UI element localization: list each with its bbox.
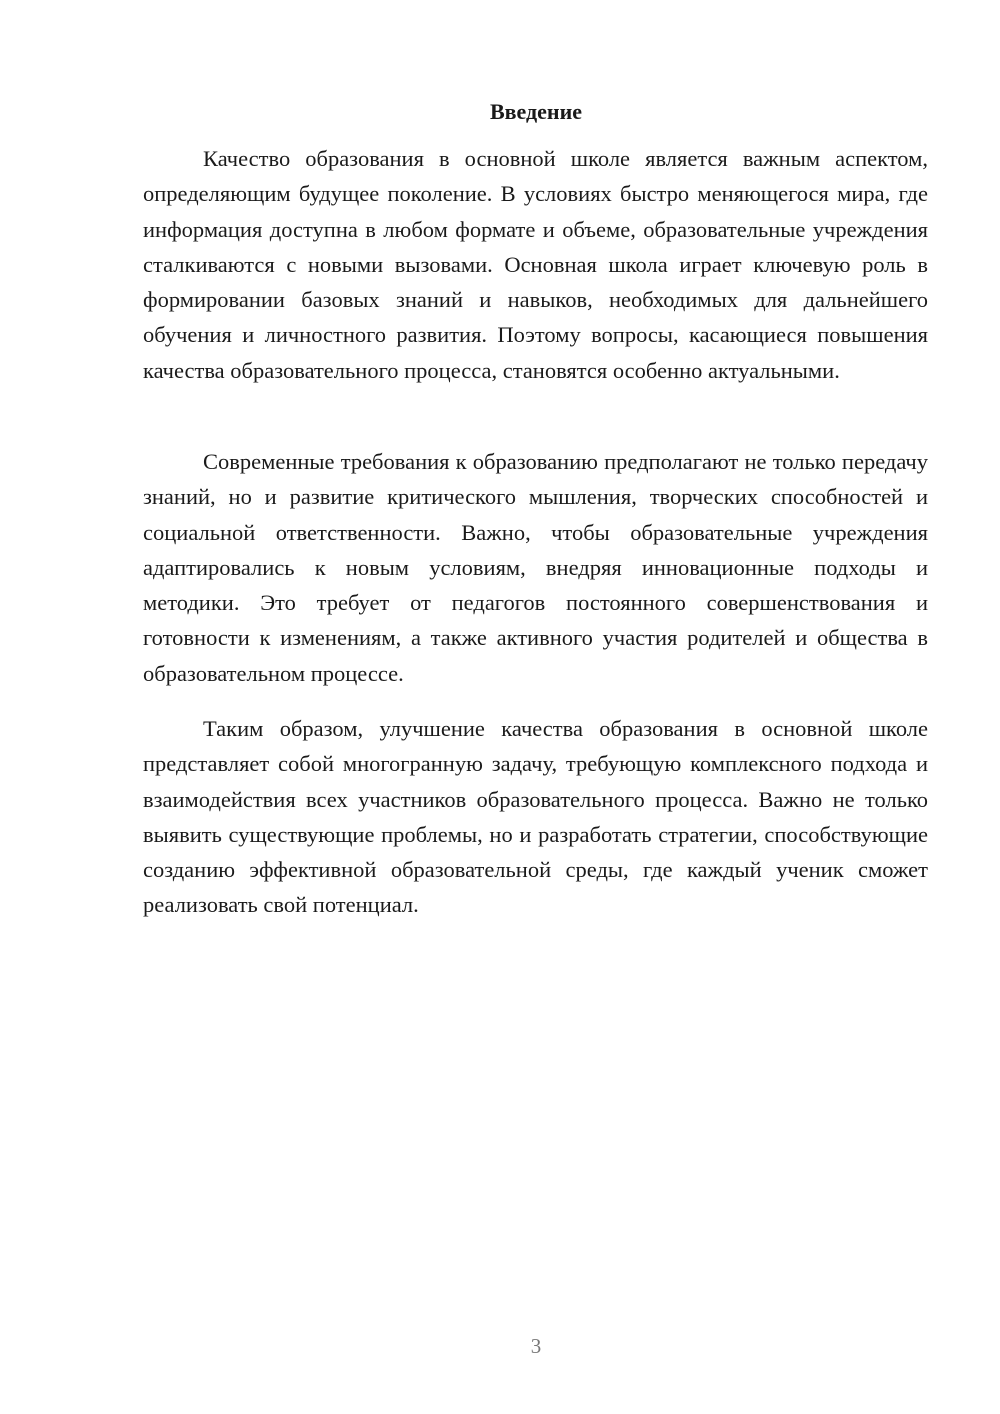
paragraph-3: Таким образом, улучшение качества образования в основной школе представляет собой многогранную задачу, требующую комплексного подхода и взаимодействия всех участников образовательного процесса. Важно не только выявить существующие проблемы, но и разработать стратегии, способствующие созданию эффективной образовательной среды, где каждый ученик сможет реализовать свой потенциал. (143, 716, 928, 918)
paragraph-1: Качество образования в основной школе является важным аспектом, определяющим будущее поколение. В условиях быстро меняющегося мира, где информация доступна в любом формате и объеме, образовательные учреждения сталкиваются с новыми вызовами. Основная школа играет ключевую роль в формировании базовых знаний и навыков, необходимых для дальнейшего обучения и личностного развития. Поэтому вопросы, касающиеся повышения качества образовательного процесса, становятся особенно актуальными. (143, 146, 928, 383)
paragraph-2: Современные требования к образованию предполагают не только передачу знаний, но и развитие критического мышления, творческих способностей и социальной ответственности. Важно, чтобы образовательные учреждения адаптировались к новым условиям, внедряя инновационные подходы и методики. Это требует от педагогов постоянного совершенствования и готовности к изменениям, а также активного участия родителей и общества в образовательном процессе. (143, 449, 928, 686)
page-title: Введение (489, 99, 583, 124)
page-number: 3 (530, 1334, 542, 1358)
